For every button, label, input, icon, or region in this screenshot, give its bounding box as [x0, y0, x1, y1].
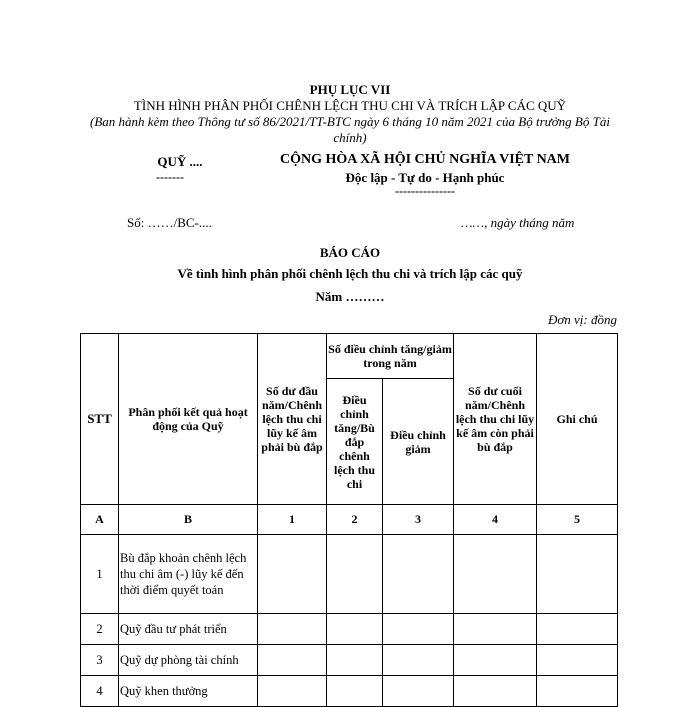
- column-label-row: [81, 505, 618, 535]
- appendix-subtitle: TÌNH HÌNH PHÂN PHỐI CHÊNH LỆCH THU CHI VÀ TRÍCH LẬP CÁC QUỸ: [133, 98, 567, 113]
- document-number: Số: ……/BC-....: [127, 215, 212, 230]
- table-cell: [258, 645, 327, 676]
- table-cell: [258, 535, 327, 614]
- table-row: [81, 645, 618, 676]
- motto-divider: ---------------: [395, 184, 455, 198]
- row-stt: 2: [81, 614, 119, 645]
- row-name: Bù đắp khoản chênh lệch thu chi âm (-) lũy kế đến thời điểm quyết toán: [119, 535, 258, 614]
- table-cell: [454, 676, 537, 707]
- table-cell: [383, 645, 454, 676]
- table-cell: [537, 645, 618, 676]
- table-cell: [454, 614, 537, 645]
- column-label: B: [119, 505, 258, 535]
- table-row: [81, 676, 618, 707]
- header-closing-balance: Số dư cuối năm/Chênh lệch thu chi lũy kế âm còn phải bù đắp: [454, 334, 537, 505]
- header-stt: STT: [81, 334, 119, 505]
- row-stt: 4: [81, 676, 119, 707]
- table-cell: [383, 676, 454, 707]
- table-cell: [327, 614, 383, 645]
- fund-divider: -------: [156, 170, 184, 184]
- table-cell: [454, 535, 537, 614]
- table-cell: [327, 535, 383, 614]
- table-cell: [327, 676, 383, 707]
- table-cell: [258, 676, 327, 707]
- header-adjust-increase: Điều chỉnh tăng/Bù đắp chênh lệch thu chi: [327, 379, 383, 505]
- row-stt: 1: [81, 535, 119, 614]
- header-adjust-decrease: Điều chỉnh giảm: [383, 379, 454, 505]
- appendix-title: PHỤ LỤC VII: [309, 82, 391, 97]
- header-distribution: Phân phối kết quả hoạt động của Quỹ: [119, 334, 258, 505]
- header-opening-balance: Số dư đầu năm/Chênh lệch thu chi lũy kế âm phải bù đắp: [258, 334, 327, 505]
- column-label: 1: [258, 505, 327, 535]
- document-date: ……, ngày tháng năm: [461, 215, 575, 230]
- currency-unit: Đơn vị: đồng: [547, 312, 617, 327]
- table-cell: [258, 614, 327, 645]
- column-label: 3: [383, 505, 454, 535]
- national-motto: Độc lập - Tự do - Hạnh phúc: [345, 170, 505, 185]
- report-subtitle: Về tình hình phân phối chênh lệch thu chi và trích lập các quỹ: [177, 266, 523, 281]
- row-stt: 3: [81, 645, 119, 676]
- report-title: BÁO CÁO: [319, 245, 381, 260]
- fund-distribution-table: [80, 333, 618, 707]
- table-header-row: [81, 334, 618, 379]
- table-row: [81, 614, 618, 645]
- table-cell: [537, 614, 618, 645]
- header-adjustment-group: Số điều chỉnh tăng/giảm trong năm: [327, 334, 454, 379]
- table-cell: [383, 614, 454, 645]
- country-name: CỘNG HÒA XÃ HỘI CHỦ NGHĨA VIỆT NAM: [279, 152, 570, 167]
- table-row: [81, 535, 618, 614]
- table-cell: [537, 676, 618, 707]
- table-cell: [327, 645, 383, 676]
- report-year: Năm ………: [315, 289, 385, 304]
- column-label: 4: [454, 505, 537, 535]
- table-cell: [454, 645, 537, 676]
- column-label: 5: [537, 505, 618, 535]
- row-name: Quỹ dự phòng tài chính: [119, 645, 258, 676]
- row-name: Quỹ khen thưởng: [119, 676, 258, 707]
- column-label: 2: [327, 505, 383, 535]
- table-cell: [537, 535, 618, 614]
- fund-name: QUỸ ....: [157, 154, 203, 169]
- header-notes: Ghi chú: [537, 334, 618, 505]
- appendix-note: (Ban hành kèm theo Thông tư số 86/2021/TT-BTC ngày 6 tháng 10 năm 2021 của Bộ trưởng Bộ Tài chính): [90, 114, 610, 145]
- table-cell: [383, 535, 454, 614]
- row-name: Quỹ đầu tư phát triển: [119, 614, 258, 645]
- column-label: A: [81, 505, 119, 535]
